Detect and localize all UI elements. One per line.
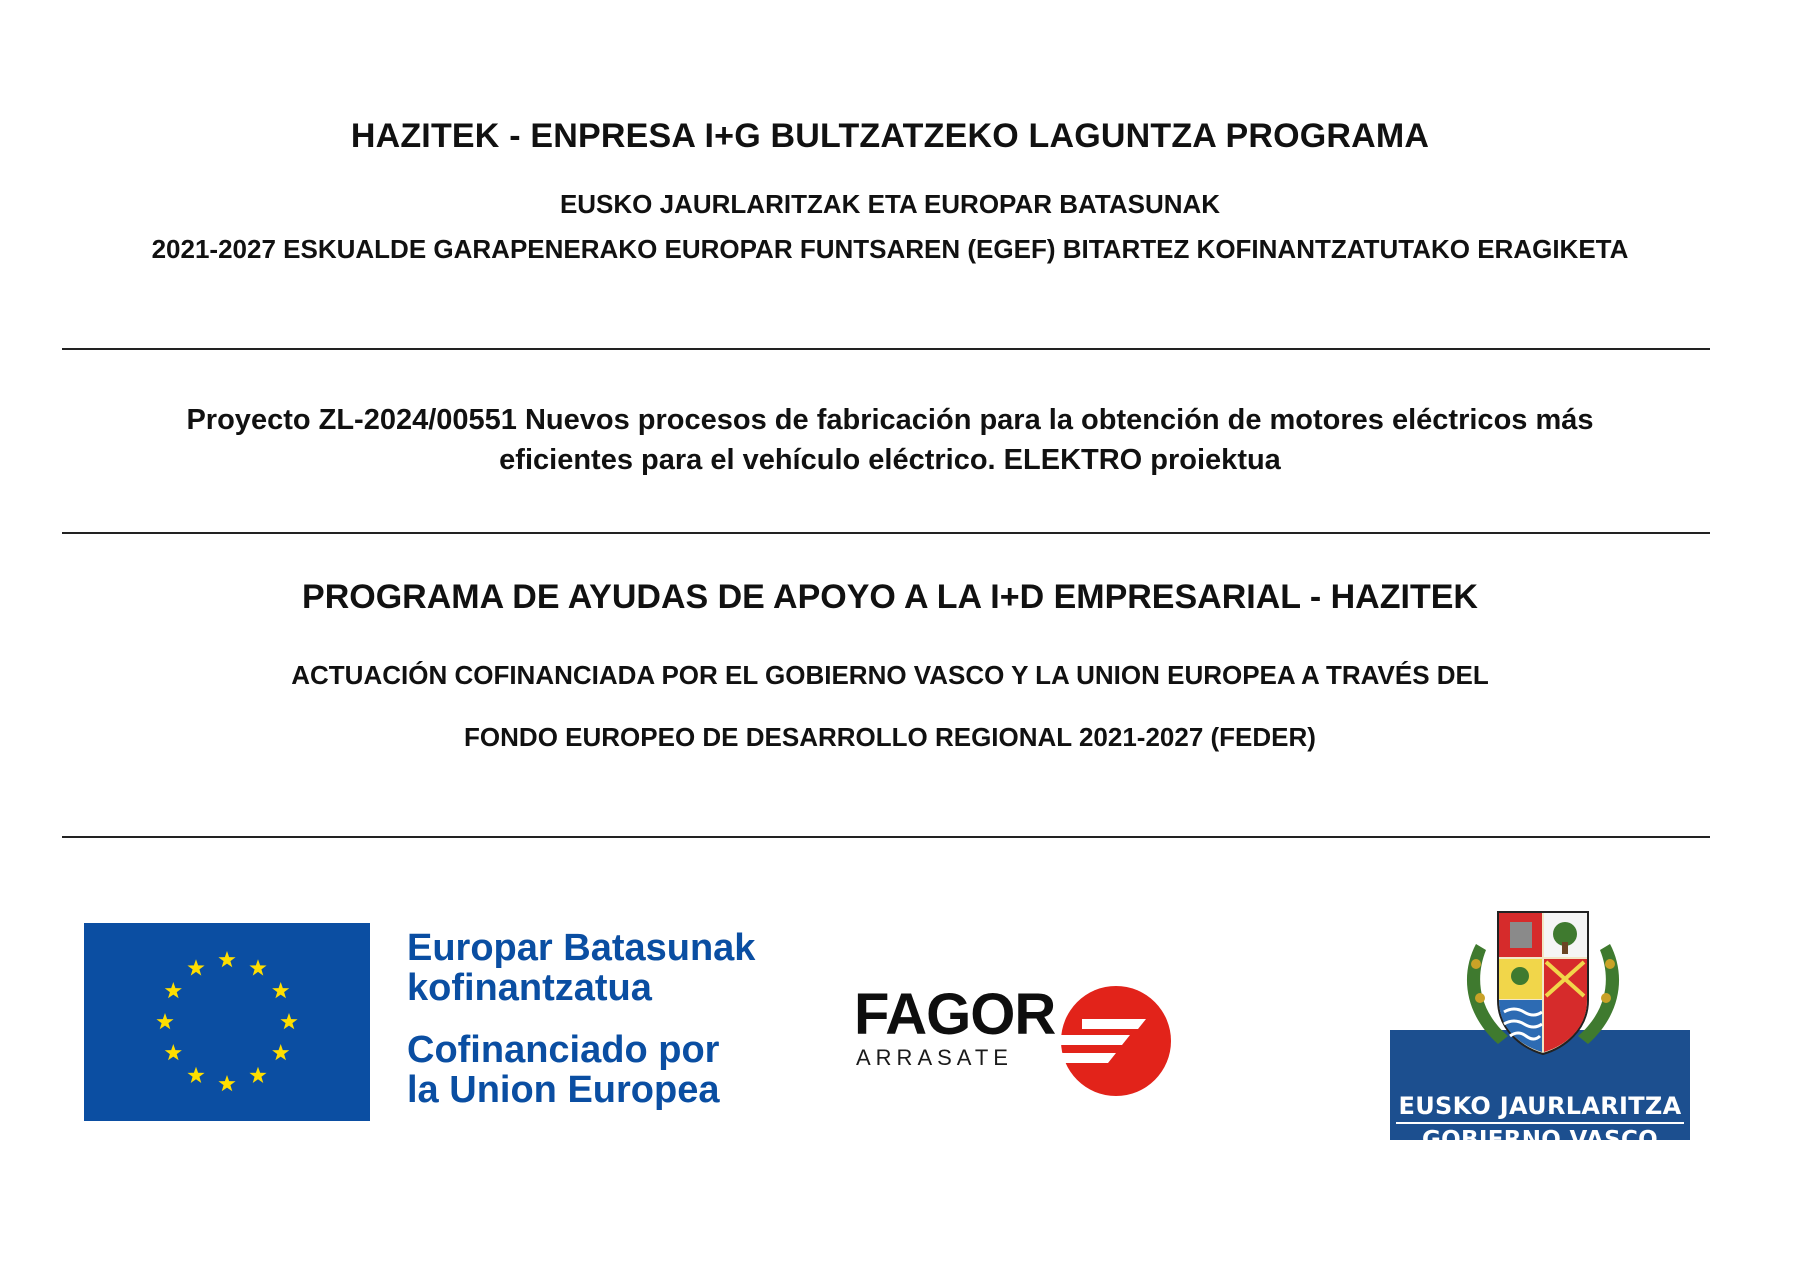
fagor-mark-icon xyxy=(1060,985,1172,1097)
eu-cofinancing-text xyxy=(407,928,755,1110)
eu-flag-logo xyxy=(84,923,370,1121)
project-description xyxy=(0,400,1780,480)
divider-3 xyxy=(62,836,1710,838)
fagor-wordmark: FAGOR xyxy=(854,982,1056,1047)
fagor-subtitle: ARRASATE xyxy=(856,1045,1013,1070)
eu-text-line-3: Cofinanciado por xyxy=(407,1029,720,1071)
fagor-arrasate-logo xyxy=(854,982,1214,1103)
es-section-subtitle-2: FONDO EUROPEO DE DESARROLLO REGIONAL 2021-2027 (FEDER) xyxy=(464,722,1316,752)
eu-text-line-2: kofinantzatua xyxy=(407,967,652,1009)
project-line-1: Proyecto ZL-2024/00551 Nuevos procesos de fabricación para la obtención de motores eléctricos más xyxy=(186,404,1594,436)
divider-2 xyxy=(62,532,1710,534)
project-line-2: eficientes para el vehículo eléctrico. ELEKTRO proiektua xyxy=(499,444,1281,476)
eu-text-line-1: Europar Batasunak xyxy=(407,927,756,969)
basque-coat-of-arms-icon xyxy=(1458,904,1628,1064)
es-section-title: PROGRAMA DE AYUDAS DE APOYO A LA I+D EMPRESARIAL - HAZITEK xyxy=(302,578,1478,616)
gobierno-vasco-logo xyxy=(1388,904,1690,1153)
eu-section-subtitle-1: EUSKO JAURLARITZAK ETA EUROPAR BATASUNAK xyxy=(559,189,1221,219)
es-section-subtitle-1: ACTUACIÓN COFINANCIADA POR EL GOBIERNO VASCO Y LA UNION EUROPEA A TRAVÉS DEL xyxy=(291,660,1489,690)
gobierno-vasco-line-1: EUSKO JAURLARITZA xyxy=(1398,1092,1682,1120)
eu-section-subtitle-2: 2021-2027 ESKUALDE GARAPENERAKO EUROPAR FUNTSAREN (EGEF) BITARTEZ KOFINANTZATUTAKO ERAGIKETA xyxy=(151,234,1629,264)
eu-text-line-4: la Union Europea xyxy=(407,1069,720,1111)
gobierno-vasco-line-2: GOBIERNO VASCO xyxy=(1422,1127,1658,1153)
eu-section-title: HAZITEK - ENPRESA I+G BULTZATZEKO LAGUNTZA PROGRAMA xyxy=(350,117,1430,155)
divider-1 xyxy=(62,348,1710,350)
